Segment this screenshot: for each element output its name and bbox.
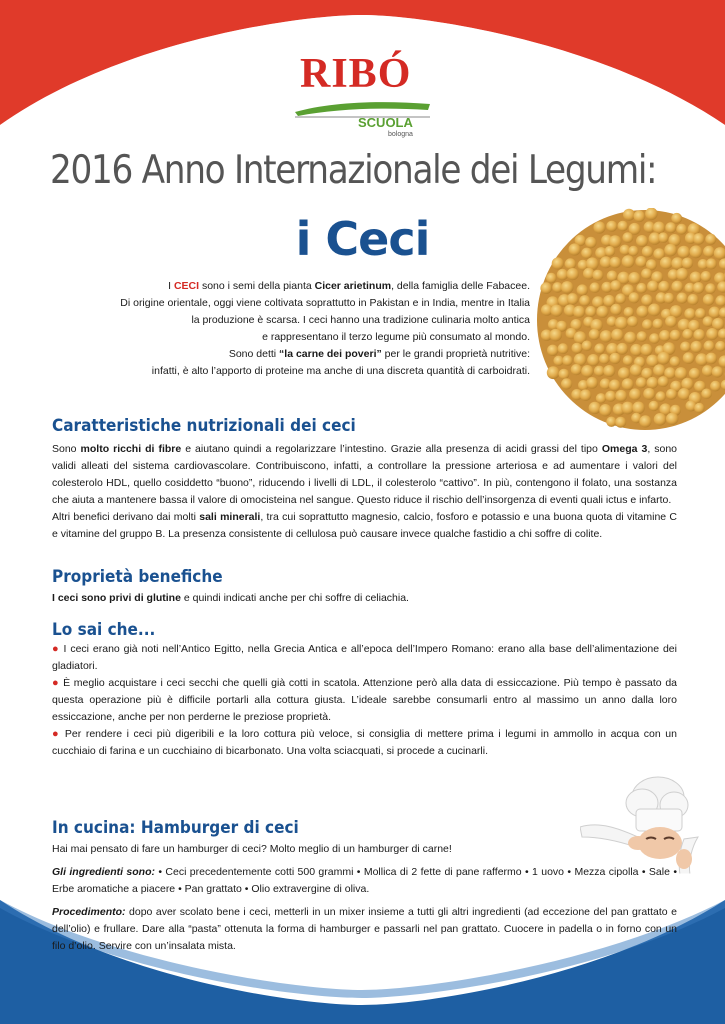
chickpea xyxy=(701,389,712,400)
chickpea xyxy=(547,366,560,379)
chickpea xyxy=(658,376,669,387)
chickpea xyxy=(687,294,698,305)
chickpea xyxy=(594,343,605,354)
chickpea xyxy=(680,342,691,353)
bullet-icon: ● xyxy=(52,728,61,740)
benefits-heading: Proprietà benefiche xyxy=(52,567,223,587)
logo-scuola: SCUOLA xyxy=(358,115,413,130)
chickpea xyxy=(592,270,603,281)
chickpea xyxy=(637,331,648,342)
chickpea xyxy=(678,388,690,400)
chickpea xyxy=(589,329,600,340)
fact-text: Per rendere i ceci più digeribili e la loro cottura più veloce, si consiglia di mettere prima i legumi in ammollo in acqua con un cucchiaio di farina e un cucchiaino di bicarbonato. Una volta sciacquati, si procede a cucinarli. xyxy=(52,728,677,757)
body-text: , sono validi alleati del sistema cardiovascolare. Contribuiscono, infatti, a controllare la pressione arteriosa e ad aumentare i valori del colesterolo HDL, quello cosiddetto “buono”, riducendo i livelli di LDL, il colesterolo “cattivo”. In più, contengono il folato, una sostanza che aiuta a mantenere bassa il valore di omocisteina nel sangue. Questo riduce il rischio dell’insorgenza di eventi quali ictus e infarto. xyxy=(52,443,677,506)
chickpea xyxy=(653,364,665,376)
chickpea xyxy=(546,273,557,284)
recipe-procedure xyxy=(52,904,677,955)
chickpea xyxy=(684,308,695,319)
chickpea xyxy=(610,257,622,269)
chickpea xyxy=(623,209,635,221)
chickpea xyxy=(658,232,669,243)
chickpea xyxy=(639,415,651,427)
chickpea xyxy=(704,341,715,352)
chickpea xyxy=(689,368,700,379)
chickpea xyxy=(552,257,564,269)
chickpea xyxy=(562,355,573,366)
chickpea xyxy=(589,402,601,414)
chickpea xyxy=(610,280,621,291)
chickpea xyxy=(635,256,646,267)
chickpea xyxy=(590,282,601,293)
chickpea xyxy=(609,353,620,364)
logo-city: bologna xyxy=(388,131,413,138)
bullet-icon: ● xyxy=(52,643,60,655)
chickpea xyxy=(693,282,705,294)
chickpea xyxy=(648,304,661,317)
chickpea xyxy=(580,389,592,401)
chickpea xyxy=(561,378,572,389)
body-text: e aiutano quindi a regolarizzare l’intestino. Grazie alla presenza di acidi grassi del tipo xyxy=(181,443,602,455)
chickpea xyxy=(565,258,576,269)
chickpea xyxy=(596,393,606,403)
chickpea xyxy=(594,366,605,377)
chickpea xyxy=(630,364,642,376)
chickpea xyxy=(641,268,652,279)
chickpea xyxy=(636,235,648,247)
chickpea xyxy=(607,271,618,282)
chickpea xyxy=(606,221,617,232)
carne-highlight: “la carne dei poveri” xyxy=(279,348,382,360)
intro-text: I xyxy=(168,280,174,292)
minerals-highlight: sali minerali xyxy=(199,511,261,523)
body-text: e quindi indicati anche per chi soffre di celiachia. xyxy=(180,592,409,604)
chickpea xyxy=(676,268,689,281)
chickpea xyxy=(609,235,622,248)
chickpea xyxy=(603,365,615,377)
chickpea xyxy=(624,332,636,344)
chickpea xyxy=(549,329,562,342)
chickpea xyxy=(636,377,647,388)
chickpea xyxy=(658,281,670,293)
chickpea xyxy=(616,343,628,355)
fact-item xyxy=(52,726,677,760)
procedure-text: dopo aver scolato bene i ceci, metterli in un mixer insieme a tutti gli altri ingredienti (ad eccezione del pan grattato e dell’olio) e frullare. Dare alla “pasta” ottenuta la forma di hamburger e passarli nel pan grattato. Cuocere in padella o in forno con un filo d’olio. Servire con un’insalata mista. xyxy=(52,906,677,952)
fibre-highlight: molto ricchi di fibre xyxy=(80,443,182,455)
chickpea xyxy=(571,364,582,375)
intro-text: per le grandi proprietà nutritive: xyxy=(381,348,530,360)
chickpea xyxy=(579,295,590,306)
chickpea xyxy=(606,417,616,427)
chickpea xyxy=(615,417,626,428)
chickpea xyxy=(671,281,683,293)
chickpea xyxy=(629,388,641,400)
chickpea xyxy=(600,330,612,342)
chickpea xyxy=(694,403,704,413)
intro-text: e rappresentano il terzo legume più consumato al mondo. xyxy=(262,331,530,343)
chickpea xyxy=(628,246,638,256)
chickpea xyxy=(636,306,648,318)
omega-highlight: Omega 3 xyxy=(601,443,648,455)
chickpea xyxy=(676,224,687,235)
chickpea xyxy=(581,248,592,259)
chickpea xyxy=(654,413,667,426)
chickpea xyxy=(547,345,558,356)
chickpea xyxy=(665,316,677,328)
chickpea xyxy=(703,246,715,258)
ingredients-text: • Ceci precedentemente cotti 500 grammi • Mollica di 2 fette di pane raffermo • 1 uovo • Mezza cipolla • Sale • Erbe aromatiche a piacere • Pan grattato • Olio extravergine di oliva. xyxy=(52,866,677,895)
chickpea xyxy=(615,293,626,304)
chickpea xyxy=(682,258,693,269)
chickpea xyxy=(628,272,640,284)
chickpea xyxy=(664,293,675,304)
chickpea xyxy=(642,246,653,257)
intro-text: sono i semi della pianta xyxy=(199,280,315,292)
chickpea xyxy=(581,365,593,377)
chickpea xyxy=(642,319,653,330)
chickpea xyxy=(665,222,676,233)
chickpea xyxy=(712,366,723,377)
chickpea xyxy=(660,257,673,270)
nutrition-paragraph xyxy=(52,441,677,543)
chickpea xyxy=(683,352,695,364)
chickpea xyxy=(653,319,664,330)
chickpea xyxy=(609,380,621,392)
chickpea xyxy=(618,367,630,379)
chickpea xyxy=(611,329,623,341)
chickpea xyxy=(593,221,605,233)
chickpea xyxy=(693,233,705,245)
chickpea xyxy=(634,211,646,223)
body-text: Altri benefici derivano dai molti xyxy=(52,511,200,523)
fact-text: I ceci erano già noti nell’Antico Egitto, nella Grecia Antica e all’epoca dell’Impero Romano: erano alla base dell’alimentazione dei gladiatori. xyxy=(52,643,677,672)
chickpea xyxy=(540,282,552,294)
chickpea xyxy=(632,402,645,415)
chickpea xyxy=(561,281,574,294)
nutrition-heading: Caratteristiche nutrizionali dei ceci xyxy=(52,416,356,436)
chickpea xyxy=(695,308,706,319)
chickpea xyxy=(577,284,588,295)
chickpea xyxy=(585,237,596,248)
chickpea xyxy=(705,234,716,245)
chickpea xyxy=(706,328,718,340)
facts-list xyxy=(52,641,677,760)
chickpea xyxy=(666,413,678,425)
fact-text: È meglio acquistare i ceci secchi che quelli già cotti in scatola. Attenzione però alla data di essiccazione. Più tempo è passato da questa operazione più è difficile portarli alla cottura giusta. L’ideale sarebbe consumarli entro al massimo un anno dalla loro essiccazione, anche per non perderne le preziose proprietà. xyxy=(52,677,677,723)
body-text: Sono xyxy=(52,443,81,455)
chickpea xyxy=(690,341,702,353)
chickpea xyxy=(671,213,682,224)
chickpea xyxy=(572,343,583,354)
benefits-paragraph xyxy=(52,590,677,607)
intro-text: infatti, è alto l’apporto di proteine ma anche di una discreta quantità di carboidrati. xyxy=(151,365,530,377)
chickpea xyxy=(622,232,633,243)
chickpea xyxy=(621,402,634,415)
chickpea xyxy=(657,352,670,365)
chickpea xyxy=(618,221,629,232)
chickpea xyxy=(664,244,677,257)
main-title: 2016 Anno Internazionale dei Legumi: xyxy=(50,148,657,193)
chickpea xyxy=(587,354,599,366)
chickpea xyxy=(690,272,702,284)
chickpea xyxy=(605,391,616,402)
chickpea xyxy=(645,208,658,220)
chickpea xyxy=(649,333,660,344)
chickpea xyxy=(682,329,693,340)
chickpea xyxy=(678,246,691,259)
chickpea xyxy=(677,293,688,304)
chickpea xyxy=(705,283,716,294)
chickpea xyxy=(709,307,721,319)
cicer-highlight: Cicer arietinum xyxy=(314,280,392,292)
chickpea xyxy=(624,307,634,317)
chickpea xyxy=(703,294,715,306)
chickpea xyxy=(710,381,721,392)
chickpea xyxy=(640,344,652,356)
page-subtitle: i Ceci xyxy=(295,212,430,266)
chickpea xyxy=(656,391,666,401)
chickpea xyxy=(653,222,665,234)
chickpea xyxy=(558,343,569,354)
chickpea xyxy=(551,305,563,317)
chickpea xyxy=(702,365,713,376)
chickpea xyxy=(586,377,598,389)
chickpea xyxy=(559,369,570,380)
chickpea xyxy=(670,356,681,367)
body-text: , tra cui soprattutto magnesio, calcio, fosforo e potassio e una buona quota di vitamine C e vitamine del gruppo B. La presenza consistente di cellulosa può causare invece qualche fastidio a chi soffre di colite. xyxy=(52,511,678,540)
intro-paragraph xyxy=(60,278,530,380)
chickpeas-image xyxy=(535,208,725,433)
chickpea xyxy=(636,283,647,294)
chickpea xyxy=(585,306,596,317)
chickpea xyxy=(701,271,712,282)
chickpea xyxy=(666,389,677,400)
chickpea xyxy=(599,404,611,416)
procedure-label: Procedimento: xyxy=(52,906,126,918)
chickpea xyxy=(622,255,635,268)
chickpea xyxy=(659,330,670,341)
chickpea xyxy=(627,316,638,327)
chickpea xyxy=(615,390,627,402)
chickpea xyxy=(706,353,718,365)
ceci-highlight: CECI xyxy=(173,280,200,292)
chickpea xyxy=(569,243,581,255)
chickpea xyxy=(670,330,681,341)
chickpea xyxy=(675,367,688,380)
ingredients-label: Gli ingredienti sono: xyxy=(52,866,155,878)
chickpea xyxy=(647,377,659,389)
chickpea xyxy=(643,388,655,400)
gluten-highlight: I ceci sono privi di glutine xyxy=(52,592,181,604)
chickpea xyxy=(567,268,579,280)
intro-text: Sono detti xyxy=(228,348,280,360)
chickpea xyxy=(649,401,659,411)
logo-brand: RIBÓ xyxy=(300,51,412,97)
recipe-heading: In cucina: Hamburger di ceci xyxy=(52,818,299,838)
intro-text: , della famiglia delle Fabacee. xyxy=(391,280,530,292)
chickpea xyxy=(629,292,640,303)
intro-text: la produzione è scarsa. I ceci hanno una tradizione culinaria molto antica xyxy=(191,314,530,326)
recipe-ingredients xyxy=(52,864,677,898)
chickpea xyxy=(615,317,628,330)
chickpea xyxy=(647,281,659,293)
chickpea xyxy=(600,378,611,389)
chickpea xyxy=(623,355,633,365)
recipe-intro: Hai mai pensato di fare un hamburger di ceci? Molto meglio di un hamburger di carne! xyxy=(52,843,452,855)
chickpea xyxy=(694,329,706,341)
fact-item xyxy=(52,675,677,726)
chickpea xyxy=(706,258,717,269)
chickpea xyxy=(596,306,608,318)
facts-heading: Lo sai che... xyxy=(52,620,156,640)
chickpea xyxy=(690,245,703,258)
ribo-logo xyxy=(290,50,440,140)
bullet-icon: ● xyxy=(52,677,60,689)
chickpea xyxy=(641,294,653,306)
chickpea xyxy=(599,354,610,365)
chickpea xyxy=(610,304,622,316)
chickpea xyxy=(703,316,714,327)
chickpea xyxy=(605,246,616,257)
chickpea xyxy=(557,269,568,280)
chickpea xyxy=(573,306,585,318)
chickpea xyxy=(622,378,634,390)
intro-text: Di origine orientale, oggi viene coltivata soprattutto in Pakistan e in India, mentre in Italia xyxy=(120,297,530,309)
chickpea xyxy=(582,341,593,352)
fact-item xyxy=(52,641,677,675)
chickpea xyxy=(567,293,579,305)
